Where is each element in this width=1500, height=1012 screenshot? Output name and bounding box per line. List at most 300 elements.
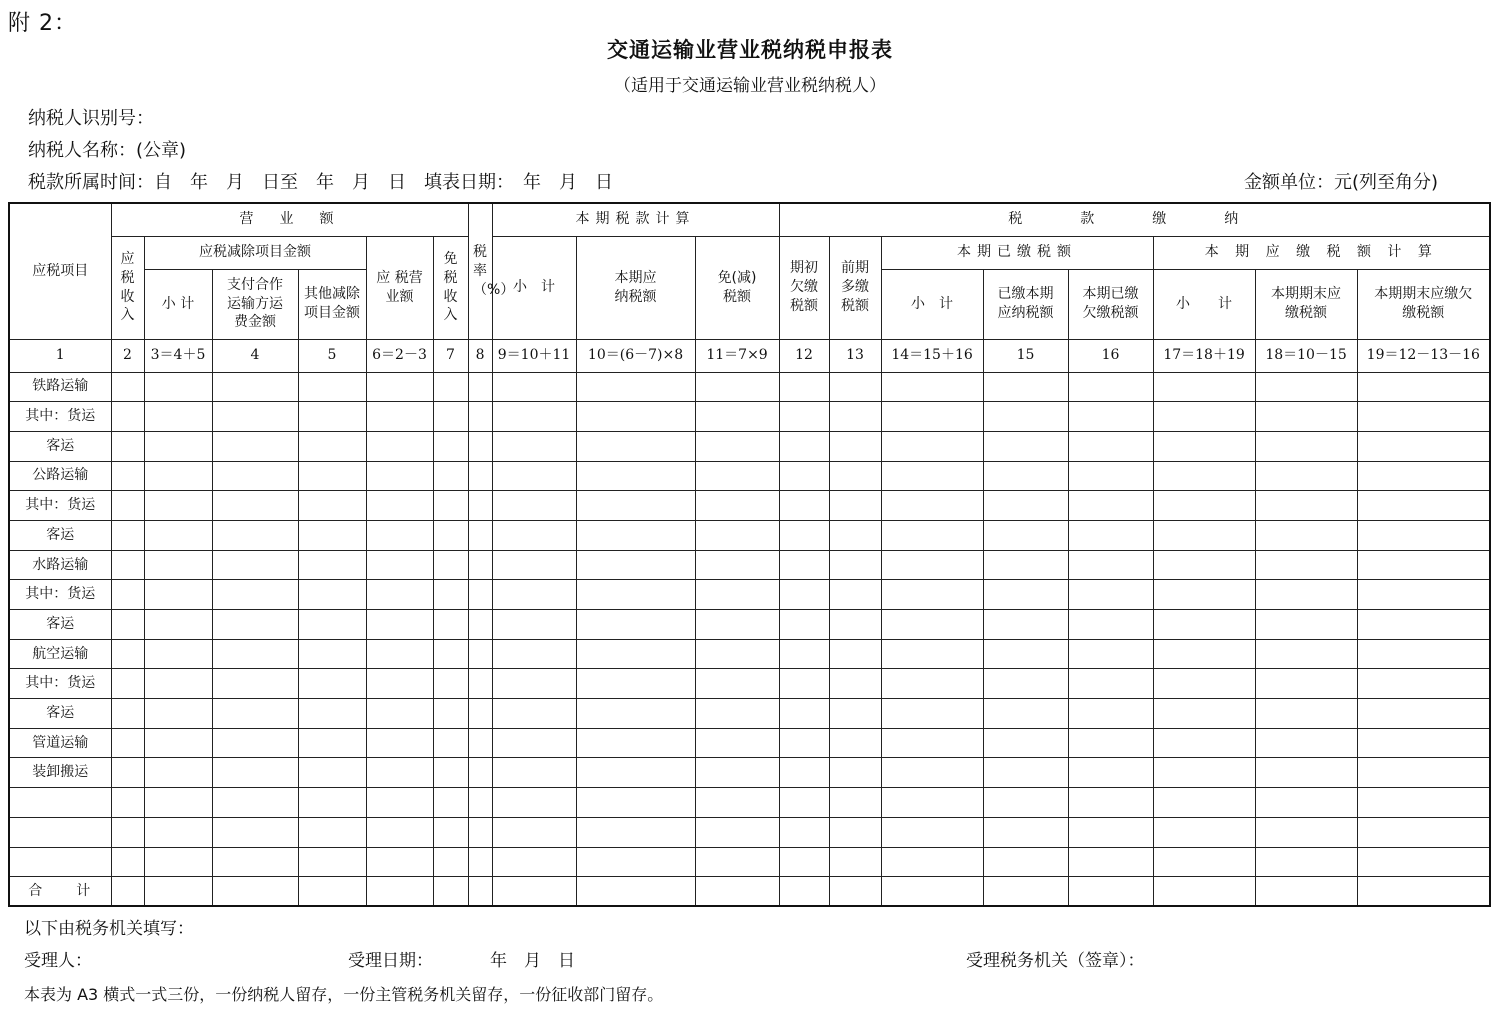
input-cell[interactable] (212, 758, 298, 788)
input-cell[interactable] (576, 639, 695, 669)
input-cell[interactable] (1068, 580, 1153, 610)
input-cell[interactable] (212, 402, 298, 432)
input-cell[interactable] (1357, 372, 1490, 402)
input-cell[interactable] (695, 788, 779, 818)
input-cell[interactable] (983, 877, 1068, 907)
input-cell[interactable] (695, 580, 779, 610)
input-cell[interactable] (1153, 699, 1255, 729)
input-cell[interactable] (1068, 431, 1153, 461)
input-cell[interactable] (829, 877, 881, 907)
input-cell[interactable] (366, 461, 433, 491)
input-cell[interactable] (468, 372, 492, 402)
input-cell[interactable] (695, 550, 779, 580)
input-cell[interactable] (881, 669, 983, 699)
input-cell[interactable] (468, 491, 492, 521)
input-cell[interactable] (983, 669, 1068, 699)
input-cell[interactable] (576, 610, 695, 640)
input-cell[interactable] (779, 372, 829, 402)
input-cell[interactable] (366, 431, 433, 461)
input-cell[interactable] (1153, 788, 1255, 818)
input-cell[interactable] (433, 669, 468, 699)
input-cell[interactable] (1153, 431, 1255, 461)
input-cell[interactable] (983, 788, 1068, 818)
input-cell[interactable] (1255, 372, 1357, 402)
input-cell[interactable] (829, 817, 881, 847)
input-cell[interactable] (829, 580, 881, 610)
input-cell[interactable] (433, 461, 468, 491)
input-cell[interactable] (881, 728, 983, 758)
input-cell[interactable] (881, 550, 983, 580)
input-cell[interactable] (779, 788, 829, 818)
input-cell[interactable] (492, 491, 576, 521)
input-cell[interactable] (1068, 669, 1153, 699)
input-cell[interactable] (829, 461, 881, 491)
input-cell[interactable] (111, 728, 144, 758)
input-cell[interactable] (212, 372, 298, 402)
input-cell[interactable] (881, 877, 983, 907)
input-cell[interactable] (433, 817, 468, 847)
input-cell[interactable] (144, 728, 212, 758)
input-cell[interactable] (695, 877, 779, 907)
input-cell[interactable] (468, 877, 492, 907)
input-cell[interactable] (212, 491, 298, 521)
input-cell[interactable] (298, 610, 366, 640)
input-cell[interactable] (695, 431, 779, 461)
input-cell[interactable] (144, 491, 212, 521)
input-cell[interactable] (111, 491, 144, 521)
input-cell[interactable] (829, 758, 881, 788)
input-cell[interactable] (1357, 461, 1490, 491)
input-cell[interactable] (1255, 402, 1357, 432)
input-cell[interactable] (468, 728, 492, 758)
input-cell[interactable] (1255, 550, 1357, 580)
input-cell[interactable] (212, 669, 298, 699)
input-cell[interactable] (1153, 847, 1255, 877)
input-cell[interactable] (468, 817, 492, 847)
input-cell[interactable] (779, 877, 829, 907)
input-cell[interactable] (298, 699, 366, 729)
input-cell[interactable] (983, 610, 1068, 640)
input-cell[interactable] (1068, 372, 1153, 402)
input-cell[interactable] (576, 758, 695, 788)
input-cell[interactable] (111, 550, 144, 580)
input-cell[interactable] (212, 699, 298, 729)
input-cell[interactable] (695, 610, 779, 640)
input-cell[interactable] (212, 520, 298, 550)
input-cell[interactable] (779, 461, 829, 491)
input-cell[interactable] (433, 520, 468, 550)
input-cell[interactable] (433, 728, 468, 758)
input-cell[interactable] (1255, 431, 1357, 461)
input-cell[interactable] (433, 610, 468, 640)
input-cell[interactable] (144, 639, 212, 669)
input-cell[interactable] (983, 847, 1068, 877)
input-cell[interactable] (576, 491, 695, 521)
input-cell[interactable] (1357, 580, 1490, 610)
input-cell[interactable] (144, 550, 212, 580)
input-cell[interactable] (695, 847, 779, 877)
input-cell[interactable] (1068, 610, 1153, 640)
input-cell[interactable] (298, 728, 366, 758)
input-cell[interactable] (1068, 520, 1153, 550)
input-cell[interactable] (779, 431, 829, 461)
input-cell[interactable] (366, 817, 433, 847)
input-cell[interactable] (468, 610, 492, 640)
input-cell[interactable] (695, 699, 779, 729)
input-cell[interactable] (433, 847, 468, 877)
input-cell[interactable] (366, 580, 433, 610)
input-cell[interactable] (695, 728, 779, 758)
input-cell[interactable] (212, 728, 298, 758)
input-cell[interactable] (144, 431, 212, 461)
input-cell[interactable] (492, 580, 576, 610)
input-cell[interactable] (576, 431, 695, 461)
input-cell[interactable] (695, 758, 779, 788)
input-cell[interactable] (144, 402, 212, 432)
input-cell[interactable] (1255, 580, 1357, 610)
input-cell[interactable] (492, 669, 576, 699)
input-cell[interactable] (298, 431, 366, 461)
input-cell[interactable] (298, 580, 366, 610)
input-cell[interactable] (1255, 491, 1357, 521)
input-cell[interactable] (492, 610, 576, 640)
input-cell[interactable] (829, 520, 881, 550)
input-cell[interactable] (1357, 431, 1490, 461)
input-cell[interactable] (881, 580, 983, 610)
input-cell[interactable] (829, 491, 881, 521)
input-cell[interactable] (829, 610, 881, 640)
input-cell[interactable] (881, 847, 983, 877)
input-cell[interactable] (111, 639, 144, 669)
input-cell[interactable] (1153, 580, 1255, 610)
input-cell[interactable] (212, 431, 298, 461)
input-cell[interactable] (212, 461, 298, 491)
input-cell[interactable] (1255, 520, 1357, 550)
input-cell[interactable] (779, 758, 829, 788)
input-cell[interactable] (1255, 847, 1357, 877)
input-cell[interactable] (1068, 699, 1153, 729)
input-cell[interactable] (881, 402, 983, 432)
input-cell[interactable] (1153, 372, 1255, 402)
input-cell[interactable] (366, 877, 433, 907)
input-cell[interactable] (1255, 699, 1357, 729)
input-cell[interactable] (433, 788, 468, 818)
input-cell[interactable] (695, 520, 779, 550)
input-cell[interactable] (298, 520, 366, 550)
input-cell[interactable] (881, 758, 983, 788)
input-cell[interactable] (111, 847, 144, 877)
input-cell[interactable] (468, 580, 492, 610)
input-cell[interactable] (366, 372, 433, 402)
input-cell[interactable] (111, 699, 144, 729)
input-cell[interactable] (881, 431, 983, 461)
input-cell[interactable] (212, 639, 298, 669)
input-cell[interactable] (298, 817, 366, 847)
input-cell[interactable] (492, 431, 576, 461)
input-cell[interactable] (298, 758, 366, 788)
input-cell[interactable] (298, 550, 366, 580)
input-cell[interactable] (468, 758, 492, 788)
input-cell[interactable] (1357, 520, 1490, 550)
input-cell[interactable] (1255, 639, 1357, 669)
input-cell[interactable] (1068, 788, 1153, 818)
input-cell[interactable] (576, 669, 695, 699)
input-cell[interactable] (212, 610, 298, 640)
input-cell[interactable] (1153, 639, 1255, 669)
input-cell[interactable] (1357, 669, 1490, 699)
input-cell[interactable] (829, 639, 881, 669)
input-cell[interactable] (433, 758, 468, 788)
input-cell[interactable] (111, 610, 144, 640)
input-cell[interactable] (433, 699, 468, 729)
input-cell[interactable] (433, 372, 468, 402)
input-cell[interactable] (111, 520, 144, 550)
input-cell[interactable] (111, 580, 144, 610)
input-cell[interactable] (983, 402, 1068, 432)
input-cell[interactable] (144, 847, 212, 877)
input-cell[interactable] (144, 461, 212, 491)
input-cell[interactable] (144, 817, 212, 847)
input-cell[interactable] (212, 788, 298, 818)
input-cell[interactable] (111, 788, 144, 818)
input-cell[interactable] (111, 817, 144, 847)
input-cell[interactable] (366, 550, 433, 580)
input-cell[interactable] (111, 431, 144, 461)
input-cell[interactable] (366, 699, 433, 729)
input-cell[interactable] (1068, 817, 1153, 847)
input-cell[interactable] (829, 669, 881, 699)
input-cell[interactable] (144, 610, 212, 640)
input-cell[interactable] (983, 550, 1068, 580)
input-cell[interactable] (829, 728, 881, 758)
input-cell[interactable] (1153, 877, 1255, 907)
input-cell[interactable] (829, 788, 881, 818)
input-cell[interactable] (1357, 639, 1490, 669)
input-cell[interactable] (829, 402, 881, 432)
input-cell[interactable] (983, 461, 1068, 491)
input-cell[interactable] (576, 847, 695, 877)
input-cell[interactable] (492, 728, 576, 758)
input-cell[interactable] (492, 817, 576, 847)
input-cell[interactable] (881, 788, 983, 818)
input-cell[interactable] (1068, 491, 1153, 521)
input-cell[interactable] (881, 610, 983, 640)
input-cell[interactable] (779, 491, 829, 521)
input-cell[interactable] (366, 788, 433, 818)
input-cell[interactable] (829, 372, 881, 402)
input-cell[interactable] (433, 431, 468, 461)
input-cell[interactable] (576, 550, 695, 580)
input-cell[interactable] (468, 550, 492, 580)
input-cell[interactable] (779, 817, 829, 847)
input-cell[interactable] (492, 402, 576, 432)
input-cell[interactable] (1068, 758, 1153, 788)
input-cell[interactable] (298, 669, 366, 699)
input-cell[interactable] (111, 372, 144, 402)
input-cell[interactable] (468, 788, 492, 818)
input-cell[interactable] (1357, 550, 1490, 580)
input-cell[interactable] (111, 669, 144, 699)
input-cell[interactable] (1255, 758, 1357, 788)
input-cell[interactable] (1255, 817, 1357, 847)
input-cell[interactable] (1357, 699, 1490, 729)
input-cell[interactable] (1255, 728, 1357, 758)
input-cell[interactable] (779, 580, 829, 610)
input-cell[interactable] (695, 817, 779, 847)
input-cell[interactable] (576, 580, 695, 610)
input-cell[interactable] (983, 728, 1068, 758)
input-cell[interactable] (983, 431, 1068, 461)
input-cell[interactable] (576, 402, 695, 432)
input-cell[interactable] (433, 491, 468, 521)
input-cell[interactable] (144, 788, 212, 818)
input-cell[interactable] (468, 847, 492, 877)
input-cell[interactable] (779, 699, 829, 729)
input-cell[interactable] (881, 639, 983, 669)
input-cell[interactable] (576, 520, 695, 550)
input-cell[interactable] (1255, 788, 1357, 818)
input-cell[interactable] (881, 520, 983, 550)
input-cell[interactable] (881, 699, 983, 729)
input-cell[interactable] (1357, 788, 1490, 818)
input-cell[interactable] (1153, 728, 1255, 758)
input-cell[interactable] (1357, 728, 1490, 758)
input-cell[interactable] (144, 520, 212, 550)
input-cell[interactable] (468, 461, 492, 491)
input-cell[interactable] (366, 847, 433, 877)
input-cell[interactable] (1153, 817, 1255, 847)
input-cell[interactable] (576, 788, 695, 818)
input-cell[interactable] (983, 372, 1068, 402)
input-cell[interactable] (1255, 461, 1357, 491)
input-cell[interactable] (1068, 550, 1153, 580)
input-cell[interactable] (468, 520, 492, 550)
input-cell[interactable] (695, 669, 779, 699)
input-cell[interactable] (576, 461, 695, 491)
input-cell[interactable] (1068, 402, 1153, 432)
input-cell[interactable] (144, 669, 212, 699)
input-cell[interactable] (298, 491, 366, 521)
input-cell[interactable] (433, 402, 468, 432)
input-cell[interactable] (1068, 728, 1153, 758)
input-cell[interactable] (298, 788, 366, 818)
input-cell[interactable] (779, 669, 829, 699)
input-cell[interactable] (829, 699, 881, 729)
input-cell[interactable] (1255, 610, 1357, 640)
input-cell[interactable] (1153, 461, 1255, 491)
input-cell[interactable] (366, 610, 433, 640)
input-cell[interactable] (1357, 817, 1490, 847)
input-cell[interactable] (366, 491, 433, 521)
input-cell[interactable] (366, 639, 433, 669)
input-cell[interactable] (212, 877, 298, 907)
input-cell[interactable] (983, 817, 1068, 847)
input-cell[interactable] (576, 372, 695, 402)
input-cell[interactable] (144, 877, 212, 907)
input-cell[interactable] (144, 699, 212, 729)
input-cell[interactable] (1357, 610, 1490, 640)
input-cell[interactable] (298, 639, 366, 669)
input-cell[interactable] (1153, 610, 1255, 640)
input-cell[interactable] (298, 461, 366, 491)
input-cell[interactable] (1068, 461, 1153, 491)
input-cell[interactable] (695, 372, 779, 402)
input-cell[interactable] (492, 550, 576, 580)
input-cell[interactable] (492, 372, 576, 402)
input-cell[interactable] (779, 610, 829, 640)
input-cell[interactable] (111, 877, 144, 907)
input-cell[interactable] (212, 817, 298, 847)
input-cell[interactable] (779, 728, 829, 758)
input-cell[interactable] (492, 758, 576, 788)
input-cell[interactable] (576, 817, 695, 847)
input-cell[interactable] (779, 402, 829, 432)
input-cell[interactable] (298, 847, 366, 877)
input-cell[interactable] (576, 699, 695, 729)
input-cell[interactable] (468, 402, 492, 432)
input-cell[interactable] (212, 550, 298, 580)
input-cell[interactable] (212, 580, 298, 610)
input-cell[interactable] (298, 402, 366, 432)
input-cell[interactable] (779, 550, 829, 580)
input-cell[interactable] (695, 402, 779, 432)
input-cell[interactable] (111, 402, 144, 432)
input-cell[interactable] (366, 402, 433, 432)
input-cell[interactable] (492, 699, 576, 729)
input-cell[interactable] (298, 877, 366, 907)
input-cell[interactable] (881, 461, 983, 491)
input-cell[interactable] (1153, 491, 1255, 521)
input-cell[interactable] (1357, 847, 1490, 877)
input-cell[interactable] (1255, 669, 1357, 699)
input-cell[interactable] (468, 639, 492, 669)
input-cell[interactable] (492, 788, 576, 818)
input-cell[interactable] (1153, 550, 1255, 580)
input-cell[interactable] (829, 847, 881, 877)
input-cell[interactable] (983, 758, 1068, 788)
input-cell[interactable] (829, 550, 881, 580)
input-cell[interactable] (144, 372, 212, 402)
input-cell[interactable] (144, 758, 212, 788)
input-cell[interactable] (779, 639, 829, 669)
input-cell[interactable] (492, 461, 576, 491)
input-cell[interactable] (983, 639, 1068, 669)
input-cell[interactable] (111, 758, 144, 788)
input-cell[interactable] (366, 669, 433, 699)
input-cell[interactable] (492, 639, 576, 669)
input-cell[interactable] (779, 847, 829, 877)
input-cell[interactable] (983, 699, 1068, 729)
input-cell[interactable] (1153, 669, 1255, 699)
input-cell[interactable] (1357, 758, 1490, 788)
input-cell[interactable] (695, 639, 779, 669)
input-cell[interactable] (111, 461, 144, 491)
input-cell[interactable] (366, 758, 433, 788)
input-cell[interactable] (144, 580, 212, 610)
input-cell[interactable] (492, 520, 576, 550)
input-cell[interactable] (433, 550, 468, 580)
input-cell[interactable] (983, 580, 1068, 610)
input-cell[interactable] (1068, 847, 1153, 877)
input-cell[interactable] (468, 431, 492, 461)
input-cell[interactable] (1153, 402, 1255, 432)
input-cell[interactable] (1255, 877, 1357, 907)
input-cell[interactable] (433, 639, 468, 669)
input-cell[interactable] (298, 372, 366, 402)
input-cell[interactable] (881, 491, 983, 521)
input-cell[interactable] (1068, 877, 1153, 907)
input-cell[interactable] (695, 491, 779, 521)
